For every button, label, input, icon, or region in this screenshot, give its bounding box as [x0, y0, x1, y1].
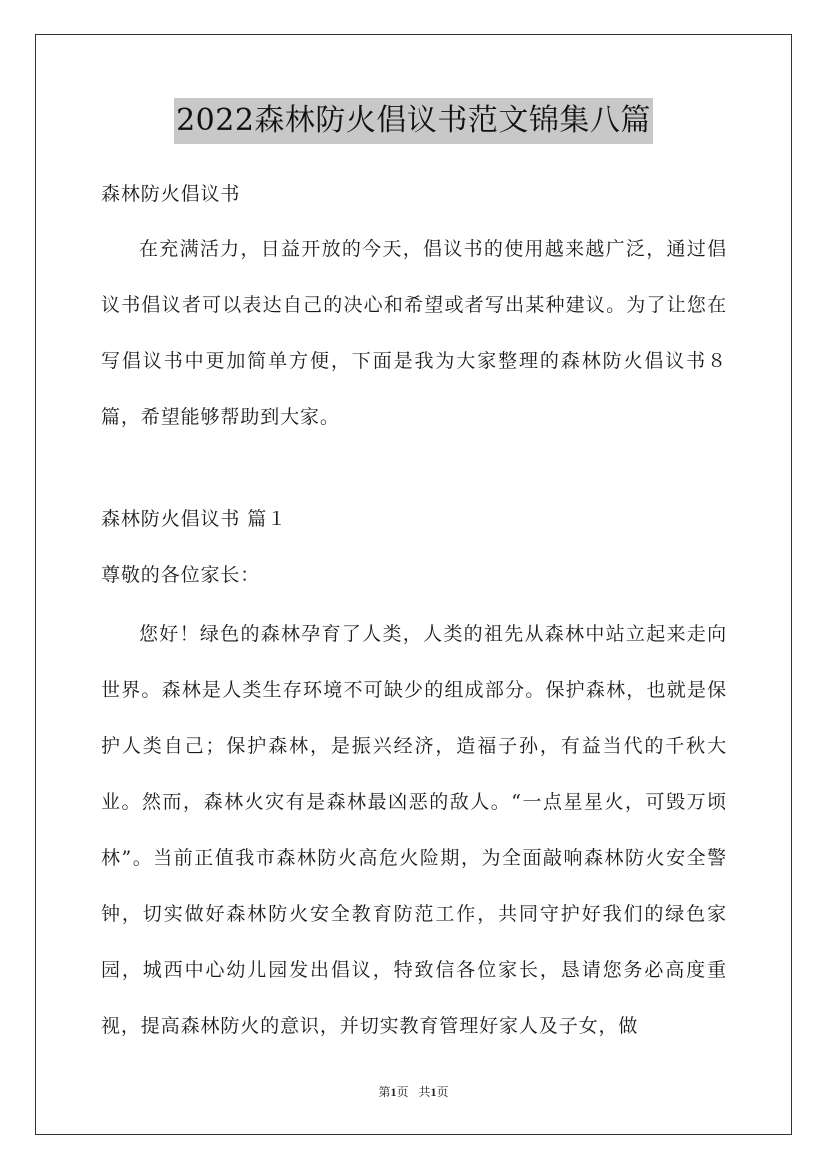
document-title: 2022森林防火倡议书范文锦集八篇	[174, 98, 653, 144]
total-prefix: 共	[418, 1085, 431, 1099]
salutation: 尊敬的各位家长：	[101, 564, 261, 586]
intro-heading: 森林防火倡议书	[101, 183, 241, 205]
page-prefix: 第	[378, 1085, 391, 1099]
title-container	[0, 98, 827, 144]
section-1-paragraph: 您好！绿色的森林孕育了人类，人类的祖先从森林中站立起来走向世界。森林是人类生存环境不可缺少的组成部分。保护森林，也就是保护人类自己；保护森林，是振兴经济，造福子孙，有益当代的千秋大业。然而，森林火灾有是森林最凶恶的敌人。“一点星星火，可毁万顷林”。当前正值我市森林防火高危火险期，为全面敲响森林防火安全警钟，切实做好森林防火安全教育防范工作，共同守护好我们的绿色家园，城西中心幼儿园发出倡议，特致信各位家长，恳请您务必高度重视，提高森林防火的意识，并切实教育管理好家人及子女，做	[101, 623, 727, 1037]
total-unit: 页	[436, 1085, 449, 1099]
page-total: 1	[430, 1085, 437, 1099]
page-unit: 页	[396, 1085, 409, 1099]
intro-paragraph: 在充满活力，日益开放的今天，倡议书的使用越来越广泛，通过倡议书倡议者可以表达自己的决心和希望或者写出某种建议。为了让您在写倡议书中更加简单方便，下面是我为大家整理的森林防火倡议书８篇，希望能够帮助到大家。	[101, 238, 727, 428]
page-footer	[0, 1083, 827, 1101]
page-current: 1	[390, 1085, 397, 1099]
section-1-heading: 森林防火倡议书 篇１	[101, 508, 288, 530]
